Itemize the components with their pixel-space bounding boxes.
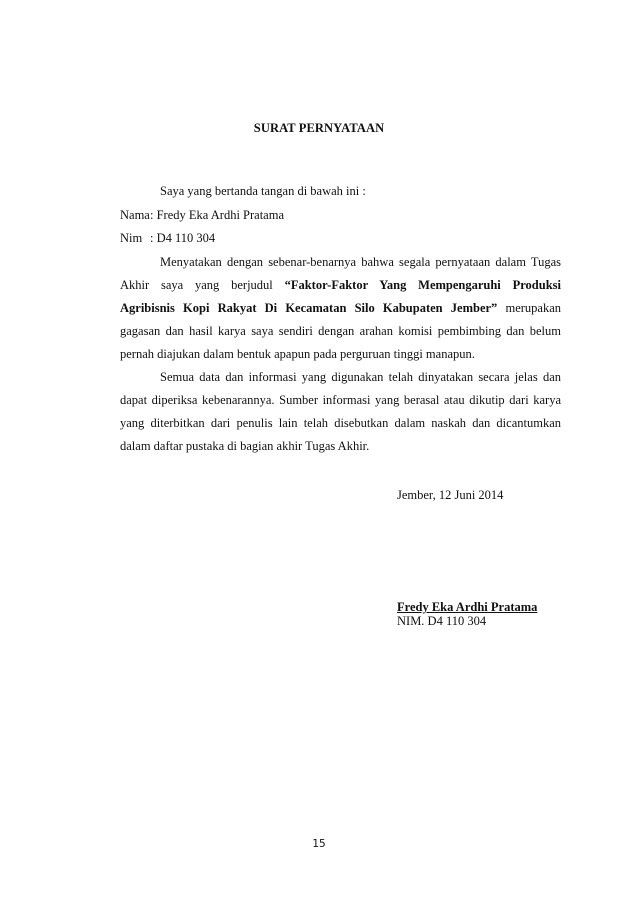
name-value: : Fredy Eka Ardhi Pratama [150,208,284,222]
signer-name: Fredy Eka Ardhi Pratama [397,600,538,614]
page-number: 15 [312,838,326,850]
paragraph1-line3 [120,300,561,316]
document-title: SURAT PERNYATAAN [253,121,385,135]
paragraph1-line3-bold-title: Agribisnis Kopi Rakyat Di Kecamatan Silo Kabupaten Jember” [120,301,498,315]
paragraph1-line4: gagasan dan hasil karya saya sendiri dengan arahan komisi pembimbing dan belum [120,324,561,338]
paragraph1-line3-suffix: merupakan [505,301,561,315]
paragraph1-line2-prefix: Akhir saya yang berjudul [120,278,273,292]
paragraph2-line3: yang diterbitkan dari penulis lain telah disebutkan dalam naskah dan dicantumkan [120,416,561,430]
nim-value: : D4 110 304 [150,231,216,245]
paragraph1-line1: Menyatakan dengan sebenar-benarnya bahwa segala pernyataan dalam Tugas [160,255,561,269]
paragraph1-line5: pernah diajukan dalam bentuk apapun pada perguruan tinggi manapun. [120,347,475,361]
paragraph1-line2-bold-title: “Faktor-Faktor Yang Mempengaruhi Produksi [284,278,561,292]
paragraph1-line2 [120,277,561,293]
paragraph2-line1: Semua data dan informasi yang digunakan telah dinyatakan secara jelas dan [160,370,561,384]
paragraph2-line2: dapat diperiksa kebenarannya. Sumber informasi yang berasal atau dikutip dari karya [120,393,561,407]
intro-text: Saya yang bertanda tangan di bawah ini : [160,184,366,198]
paragraph2-line4: dalam daftar pustaka di bagian akhir Tugas Akhir. [120,439,370,453]
signer-nim: NIM. D4 110 304 [397,614,487,628]
name-label: Nama [120,208,150,222]
place-date: Jember, 12 Juni 2014 [397,488,504,502]
nim-label: Nim [120,231,143,245]
